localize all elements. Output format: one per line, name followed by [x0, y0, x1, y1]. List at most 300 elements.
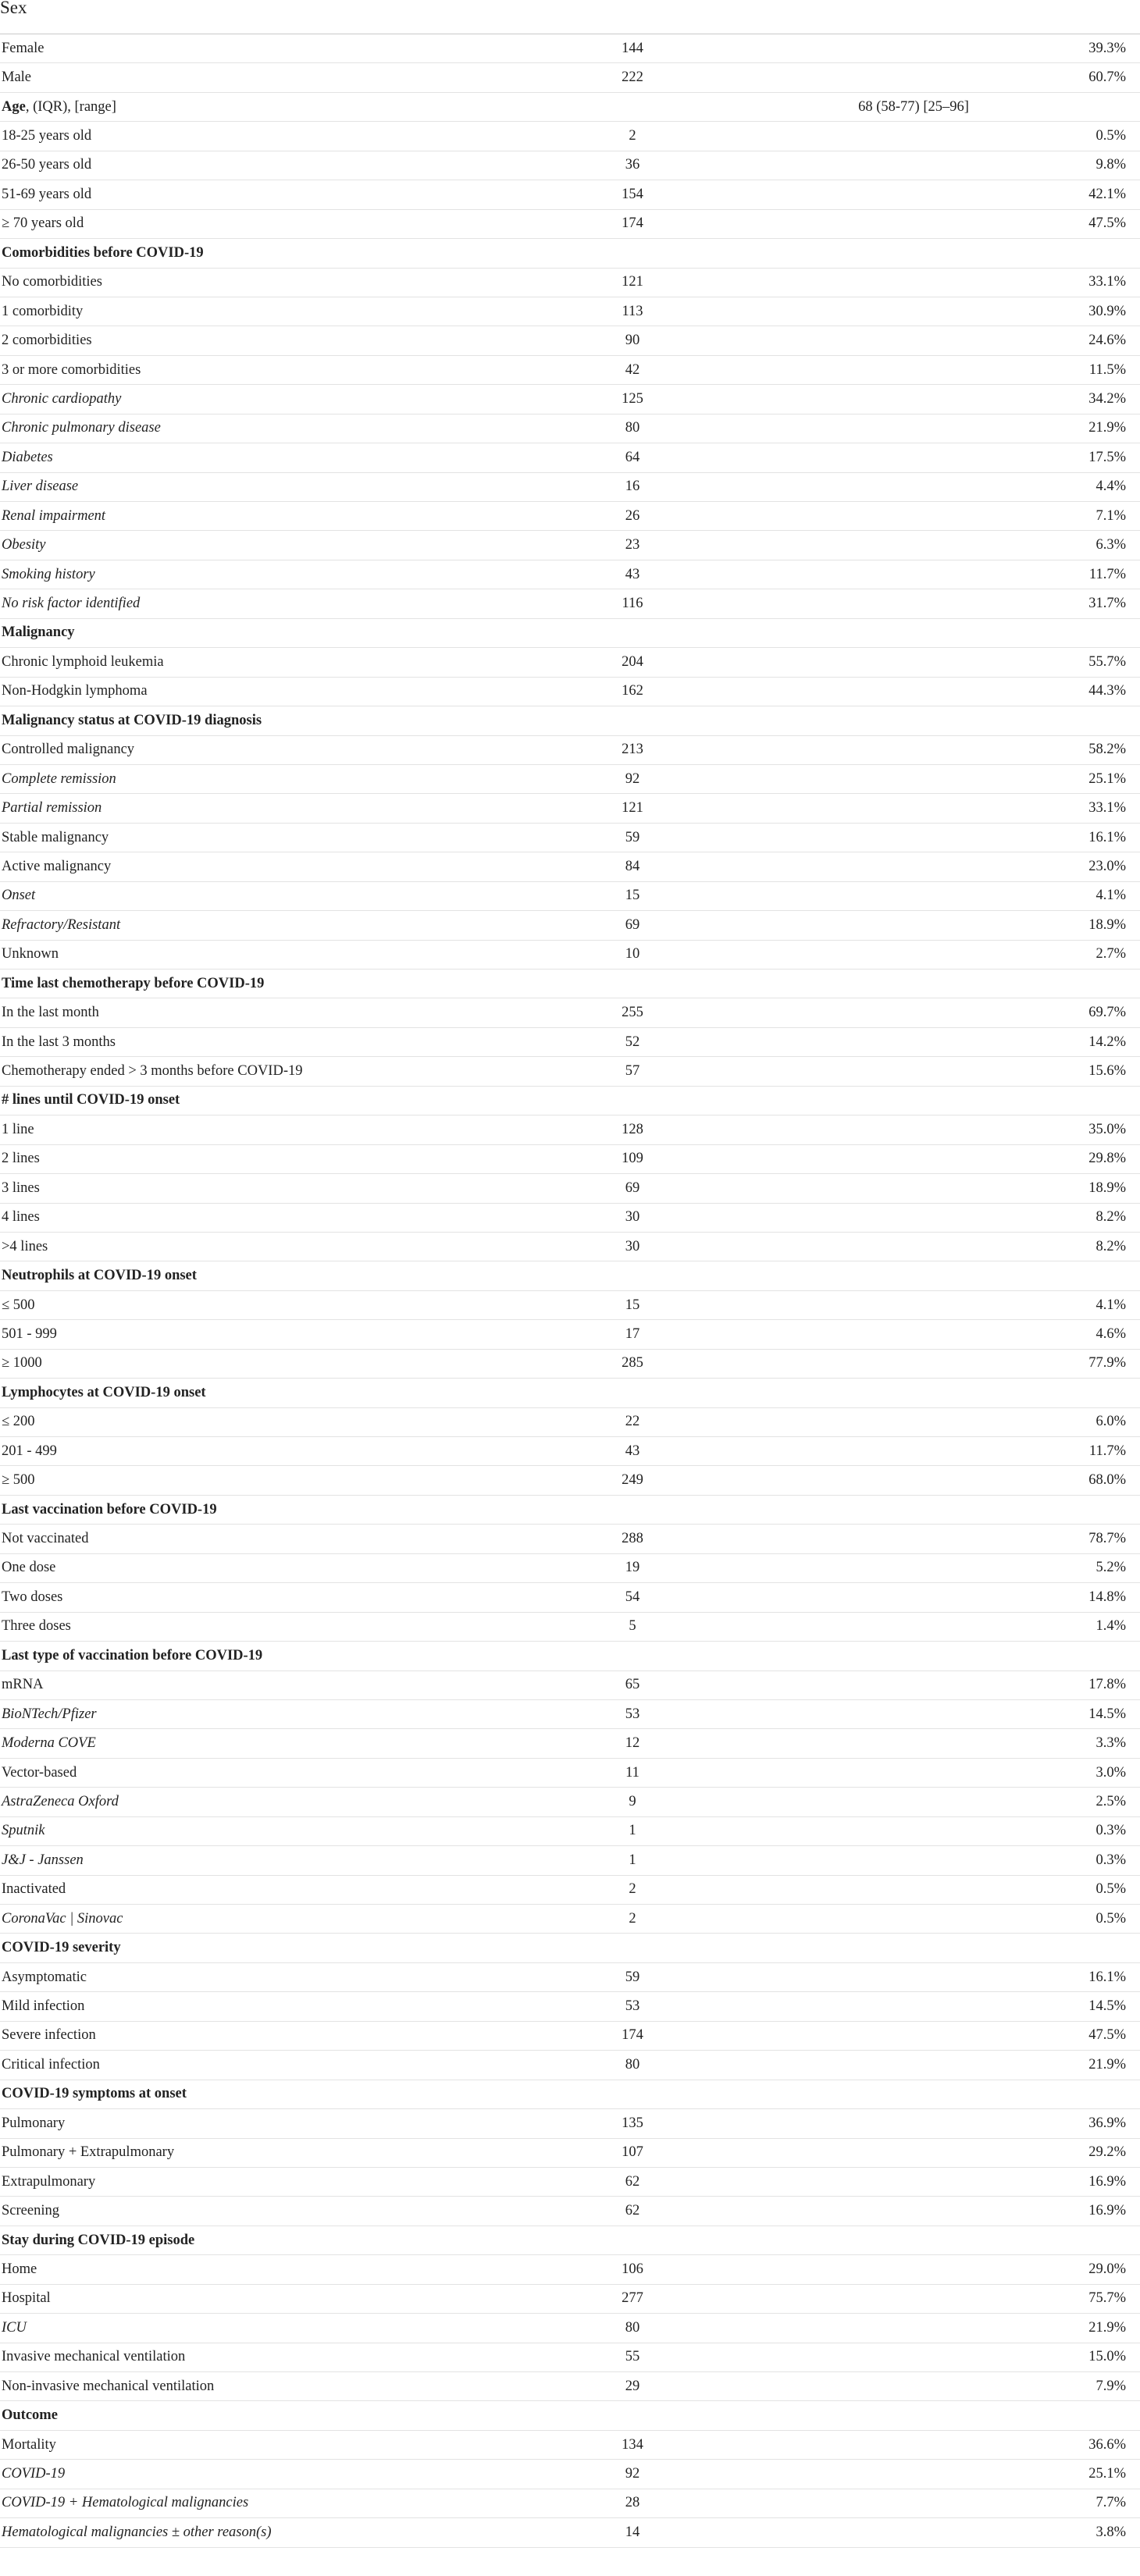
count-cell: 128 [622, 1121, 643, 1137]
row-label: J&J - Janssen [2, 1852, 84, 1868]
percent-cell: 2.7% [1095, 946, 1126, 962]
row-label: Partial remission [2, 800, 102, 817]
count-cell: 92 [625, 2466, 640, 2482]
table-row [0, 385, 1140, 414]
table-row [0, 998, 1140, 1027]
row-label: Time last chemotherapy before COVID-19 [2, 975, 265, 991]
row-label: COVID-19 + Hematological malignancies [2, 2495, 249, 2511]
row-label: Non-Hodgkin lymphoma [2, 683, 148, 699]
count-cell: 59 [625, 1969, 640, 1985]
percent-cell: 7.7% [1095, 2495, 1126, 2511]
table-row [0, 2372, 1140, 2401]
table-row [0, 473, 1140, 502]
count-cell: 9 [629, 1793, 636, 1809]
count-cell: 162 [622, 683, 643, 699]
percent-cell: 25.1% [1088, 770, 1126, 787]
percent-cell: 5.2% [1095, 1560, 1126, 1576]
row-label: Chemotherapy ended > 3 months before COVID-19 [2, 1063, 303, 1080]
table-header-sex: Sex [0, 0, 1140, 34]
row-label: 1 comorbidity [2, 303, 84, 319]
row-label: Invasive mechanical ventilation [2, 2349, 186, 2365]
row-label: COVID-19 symptoms at onset [2, 2086, 187, 2102]
table-row [0, 1992, 1140, 2021]
section-heading-row [0, 1261, 1140, 1290]
row-label: 4 lines [2, 1209, 40, 1226]
percent-cell: 9.8% [1095, 157, 1126, 173]
row-label: mRNA [2, 1677, 44, 1693]
count-cell: 106 [622, 2261, 643, 2277]
percent-cell: 11.7% [1088, 1443, 1126, 1459]
count-cell: 213 [622, 742, 643, 758]
count-cell: 22 [625, 1414, 640, 1430]
count-cell: 11 [625, 1764, 639, 1781]
table-row [0, 2314, 1140, 2343]
row-label: Male [2, 69, 32, 86]
row-label: Asymptomatic [2, 1969, 87, 1985]
row-label: COVID-19 severity [2, 1940, 121, 1956]
section-heading-row [0, 970, 1140, 998]
percent-cell: 33.1% [1088, 274, 1126, 290]
table-row [0, 151, 1140, 180]
count-cell: 52 [625, 1034, 640, 1050]
count-cell: 53 [625, 1998, 640, 2015]
count-cell: 23 [625, 537, 640, 553]
count-cell: 107 [622, 2144, 643, 2161]
row-label: Screening [2, 2203, 59, 2219]
percent-cell: 4.4% [1095, 479, 1126, 495]
row-label: 2 lines [2, 1151, 40, 1167]
row-label: No risk factor identified [2, 596, 141, 612]
row-label: Diabetes [2, 449, 53, 465]
percent-cell: 44.3% [1088, 683, 1126, 699]
table-row [0, 531, 1140, 560]
count-cell: 30 [625, 1209, 640, 1226]
percent-cell: 21.9% [1088, 2056, 1126, 2073]
row-label: Chronic cardiopathy [2, 390, 122, 407]
count-cell: 42 [625, 361, 640, 378]
count-cell: 1 [629, 1823, 636, 1839]
count-cell: 62 [625, 2173, 640, 2190]
table-row [0, 678, 1140, 706]
row-label: Controlled malignancy [2, 742, 135, 758]
table-row [0, 2285, 1140, 2314]
row-label: >4 lines [2, 1238, 48, 1254]
section-heading-row [0, 1934, 1140, 1962]
count-cell: 109 [622, 1151, 643, 1167]
row-label: Hospital [2, 2290, 51, 2307]
row-label: ≤ 200 [2, 1414, 35, 1430]
table-row [0, 1876, 1140, 1905]
percent-cell: 14.5% [1088, 1998, 1126, 2015]
row-label: Pulmonary + Extrapulmonary [2, 2144, 175, 2161]
table-row [0, 1028, 1140, 1057]
table-row [0, 2051, 1140, 2080]
percent-cell: 29.2% [1088, 2144, 1126, 2161]
section-heading-row [0, 1087, 1140, 1115]
percent-cell: 15.0% [1088, 2349, 1126, 2365]
table-row [0, 63, 1140, 92]
percent-cell: 36.9% [1088, 2115, 1126, 2131]
count-cell: 54 [625, 1589, 640, 1605]
row-label: No comorbidities [2, 274, 102, 290]
table-row [0, 1525, 1140, 1553]
row-label: 26-50 years old [2, 157, 92, 173]
table-row [0, 93, 1140, 122]
table-row [0, 269, 1140, 297]
row-label: Stay during COVID-19 episode [2, 2232, 195, 2248]
table-row [0, 1174, 1140, 1203]
percent-cell: 75.7% [1088, 2290, 1126, 2307]
percent-cell: 29.0% [1088, 2261, 1126, 2277]
row-label: Sputnik [2, 1823, 45, 1839]
row-label: Last vaccination before COVID-19 [2, 1501, 217, 1517]
table-row [0, 210, 1140, 239]
count-cell: 113 [622, 303, 643, 319]
table-row [0, 589, 1140, 618]
count-cell: 10 [625, 946, 640, 962]
row-label: Lymphocytes at COVID-19 onset [2, 1384, 206, 1400]
percent-cell: 29.8% [1088, 1151, 1126, 1167]
table-row [0, 1320, 1140, 1349]
count-cell: 135 [622, 2115, 643, 2131]
row-label: Age, (IQR), [range] [2, 98, 116, 115]
table-row [0, 443, 1140, 472]
count-cell: 14 [625, 2524, 640, 2540]
percent-cell: 17.5% [1088, 449, 1126, 465]
table-row [0, 2518, 1140, 2547]
row-label: 51-69 years old [2, 186, 92, 202]
row-label: Complete remission [2, 770, 116, 787]
table-row [0, 1115, 1140, 1144]
row-label: ≥ 70 years old [2, 215, 84, 232]
percent-cell: 1.4% [1095, 1618, 1126, 1635]
row-label: AstraZeneca Oxford [2, 1793, 119, 1809]
count-cell: 2 [629, 1881, 636, 1898]
percent-cell: 21.9% [1088, 2319, 1126, 2336]
percent-cell: 35.0% [1088, 1121, 1126, 1137]
table-row [0, 794, 1140, 823]
row-label: Mild infection [2, 1998, 85, 2015]
percent-cell: 16.1% [1088, 1969, 1126, 1985]
count-cell: 116 [622, 596, 643, 612]
percent-cell: 36.6% [1088, 2436, 1126, 2453]
row-label: 201 - 499 [2, 1443, 57, 1459]
count-cell: 277 [622, 2290, 643, 2307]
count-cell: 29 [625, 2378, 640, 2394]
row-label: Unknown [2, 946, 59, 962]
count-cell: 53 [625, 1706, 640, 1722]
percent-cell: 18.9% [1088, 1179, 1126, 1196]
table-row [0, 2168, 1140, 2197]
row-label: Smoking history [2, 566, 95, 582]
count-cell: 80 [625, 2056, 640, 2073]
row-label: Moderna COVE [2, 1735, 96, 1752]
table-row [0, 1905, 1140, 1934]
row-label: Obesity [2, 537, 46, 553]
row-label: ≤ 500 [2, 1297, 35, 1313]
percent-cell: 0.5% [1095, 1881, 1126, 1898]
row-label: Outcome [2, 2407, 58, 2424]
count-cell: 26 [625, 507, 640, 524]
count-cell: 43 [625, 1443, 640, 1459]
table-row [0, 1759, 1140, 1788]
table-row [0, 1291, 1140, 1320]
row-label: Chronic pulmonary disease [2, 420, 161, 436]
percent-cell: 3.0% [1095, 1764, 1126, 1781]
count-cell: 17 [625, 1325, 640, 1342]
section-heading-row [0, 706, 1140, 735]
table-row [0, 1729, 1140, 1758]
percent-cell: 4.1% [1095, 888, 1126, 904]
section-heading-row [0, 2226, 1140, 2255]
percent-cell: 15.6% [1088, 1063, 1126, 1080]
percent-cell: 16.9% [1088, 2173, 1126, 2190]
table-row [0, 1408, 1140, 1437]
count-cell: 57 [625, 1063, 640, 1080]
table-row [0, 180, 1140, 209]
percent-cell: 23.0% [1088, 858, 1126, 874]
count-cell: 249 [622, 1472, 643, 1489]
row-label: Active malignancy [2, 858, 112, 874]
table-row [0, 2109, 1140, 2138]
section-heading-row [0, 239, 1140, 268]
row-label: Onset [2, 888, 36, 904]
percent-cell: 31.7% [1088, 596, 1126, 612]
row-label: 18-25 years old [2, 128, 92, 144]
table-row [0, 852, 1140, 881]
count-cell: 1 [629, 1852, 636, 1868]
row-label: Neutrophils at COVID-19 onset [2, 1268, 197, 1284]
row-label: ICU [2, 2319, 27, 2336]
percent-cell: 0.5% [1095, 128, 1126, 144]
row-label: ≥ 500 [2, 1472, 35, 1489]
percent-cell: 16.9% [1088, 2203, 1126, 2219]
row-label: Inactivated [2, 1881, 66, 1898]
percent-cell: 30.9% [1088, 303, 1126, 319]
table-row [0, 1788, 1140, 1816]
table-row [0, 736, 1140, 765]
row-label: Non-invasive mechanical ventilation [2, 2378, 215, 2394]
table-row [0, 297, 1140, 326]
row-label: In the last month [2, 1005, 99, 1021]
percent-cell: 17.8% [1088, 1677, 1126, 1693]
row-label: Comorbidities before COVID-19 [2, 244, 204, 261]
percent-cell: 8.2% [1095, 1209, 1126, 1226]
percent-cell: 39.3% [1088, 40, 1126, 56]
count-cell: 121 [622, 800, 643, 817]
row-label: 1 line [2, 1121, 34, 1137]
count-cell: 2 [629, 1910, 636, 1927]
table-row [0, 560, 1140, 589]
count-cell: 90 [625, 333, 640, 349]
row-label: Severe infection [2, 2027, 96, 2044]
percent-cell: 77.9% [1088, 1355, 1126, 1372]
row-label: CoronaVac | Sinovac [2, 1910, 123, 1927]
row-label: Vector-based [2, 1764, 77, 1781]
table-row [0, 648, 1140, 677]
row-label: BioNTech/Pfizer [2, 1706, 97, 1722]
count-cell: 222 [622, 69, 643, 86]
table-row [0, 824, 1140, 852]
table-row [0, 34, 1140, 63]
row-label: Female [2, 40, 45, 56]
count-cell: 69 [625, 1179, 640, 1196]
table-row [0, 2197, 1140, 2226]
count-cell: 64 [625, 449, 640, 465]
table-row [0, 2431, 1140, 2460]
table-row [0, 326, 1140, 355]
count-cell: 62 [625, 2203, 640, 2219]
percent-cell: 6.0% [1095, 1414, 1126, 1430]
table-row [0, 2489, 1140, 2518]
row-label: Malignancy status at COVID-19 diagnosis [2, 712, 262, 728]
count-cell: 15 [625, 888, 640, 904]
section-heading-row [0, 2080, 1140, 2109]
count-cell: 55 [625, 2349, 640, 2365]
row-label: One dose [2, 1560, 56, 1576]
count-cell: 125 [622, 390, 643, 407]
row-label: 3 or more comorbidities [2, 361, 141, 378]
row-label: In the last 3 months [2, 1034, 116, 1050]
percent-cell: 55.7% [1088, 653, 1126, 670]
row-label: 3 lines [2, 1179, 40, 1196]
table-row [0, 1583, 1140, 1612]
count-cell: 285 [622, 1355, 643, 1372]
percent-cell: 4.6% [1095, 1325, 1126, 1342]
count-cell: 121 [622, 274, 643, 290]
percent-cell: 21.9% [1088, 420, 1126, 436]
count-cell: 92 [625, 770, 640, 787]
row-label: Extrapulmonary [2, 2173, 96, 2190]
percent-cell: 11.5% [1088, 361, 1126, 378]
percent-cell: 60.7% [1088, 69, 1126, 86]
percent-cell: 25.1% [1088, 2466, 1126, 2482]
table-row [0, 2343, 1140, 2372]
count-cell: 19 [625, 1560, 640, 1576]
section-heading-row [0, 619, 1140, 648]
table-row [0, 941, 1140, 970]
row-label: Renal impairment [2, 507, 106, 524]
percent-cell: 4.1% [1095, 1297, 1126, 1313]
table-row [0, 415, 1140, 443]
percent-cell: 78.7% [1088, 1531, 1126, 1547]
percent-cell: 3.8% [1095, 2524, 1126, 2540]
row-label: Critical infection [2, 2056, 100, 2073]
count-cell: 134 [622, 2436, 643, 2453]
count-cell: 144 [622, 40, 643, 56]
row-label: Refractory/Resistant [2, 916, 121, 933]
table-row [0, 882, 1140, 911]
count-cell: 174 [622, 2027, 643, 2044]
table-row [0, 1671, 1140, 1700]
percent-cell: 3.3% [1095, 1735, 1126, 1752]
table-row [0, 356, 1140, 385]
table-row [0, 1613, 1140, 1642]
table-row [0, 1145, 1140, 1174]
row-label: 501 - 999 [2, 1325, 57, 1342]
table-row [0, 2460, 1140, 2489]
row-label: Pulmonary [2, 2115, 66, 2131]
count-cell: 36 [625, 157, 640, 173]
table-row [0, 1700, 1140, 1729]
count-cell: 154 [622, 186, 643, 202]
percent-cell: 14.2% [1088, 1034, 1126, 1050]
percent-cell: 7.1% [1095, 507, 1126, 524]
table-row [0, 765, 1140, 794]
row-label: Three doses [2, 1618, 71, 1635]
row-label: ≥ 1000 [2, 1355, 42, 1372]
age-summary-value: 68 (58-77) [25–96] [858, 98, 969, 115]
row-label: Two doses [2, 1589, 63, 1605]
count-cell: 65 [625, 1677, 640, 1693]
percent-cell: 24.6% [1088, 333, 1126, 349]
percent-cell: 0.3% [1095, 1852, 1126, 1868]
row-label: Liver disease [2, 479, 79, 495]
table-row [0, 1437, 1140, 1466]
table-row [0, 911, 1140, 940]
percent-cell: 47.5% [1088, 2027, 1126, 2044]
table-body [0, 34, 1140, 2548]
count-cell: 2 [629, 128, 636, 144]
count-cell: 80 [625, 420, 640, 436]
count-cell: 12 [625, 1735, 640, 1752]
percent-cell: 0.5% [1095, 1910, 1126, 1927]
percent-cell: 16.1% [1088, 829, 1126, 845]
percent-cell: 58.2% [1088, 742, 1126, 758]
section-heading-row [0, 1642, 1140, 1670]
table-row [0, 2255, 1140, 2284]
percent-cell: 42.1% [1088, 186, 1126, 202]
percent-cell: 8.2% [1095, 1238, 1126, 1254]
section-heading-row [0, 1496, 1140, 1525]
row-label: COVID-19 [2, 2466, 66, 2482]
percent-cell: 47.5% [1088, 215, 1126, 232]
percent-cell: 34.2% [1088, 390, 1126, 407]
row-label: Hematological malignancies ± other reason(s) [2, 2524, 272, 2540]
row-label: Mortality [2, 2436, 56, 2453]
count-cell: 30 [625, 1238, 640, 1254]
percent-cell: 69.7% [1088, 1005, 1126, 1021]
count-cell: 15 [625, 1297, 640, 1313]
count-cell: 43 [625, 566, 640, 582]
row-label: Last type of vaccination before COVID-19 [2, 1647, 263, 1663]
row-label: # lines until COVID-19 onset [2, 1092, 180, 1108]
percent-cell: 33.1% [1088, 800, 1126, 817]
table-row [0, 2022, 1140, 2051]
row-label: Home [2, 2261, 37, 2277]
row-label: 2 comorbidities [2, 333, 92, 349]
count-cell: 5 [629, 1618, 636, 1635]
section-heading-row [0, 2401, 1140, 2430]
percent-cell: 14.5% [1088, 1706, 1126, 1722]
count-cell: 16 [625, 479, 640, 495]
table-row [0, 1846, 1140, 1875]
table-row [0, 1350, 1140, 1379]
row-label: Not vaccinated [2, 1531, 89, 1547]
percent-cell: 68.0% [1088, 1472, 1126, 1489]
percent-cell: 11.7% [1088, 566, 1126, 582]
percent-cell: 14.8% [1088, 1589, 1126, 1605]
table-row [0, 1057, 1140, 1086]
count-cell: 59 [625, 829, 640, 845]
table-row [0, 122, 1140, 151]
percent-cell: 2.5% [1095, 1793, 1126, 1809]
count-cell: 84 [625, 858, 640, 874]
count-cell: 69 [625, 916, 640, 933]
table-row [0, 1554, 1140, 1583]
count-cell: 204 [622, 653, 643, 670]
count-cell: 288 [622, 1531, 643, 1547]
